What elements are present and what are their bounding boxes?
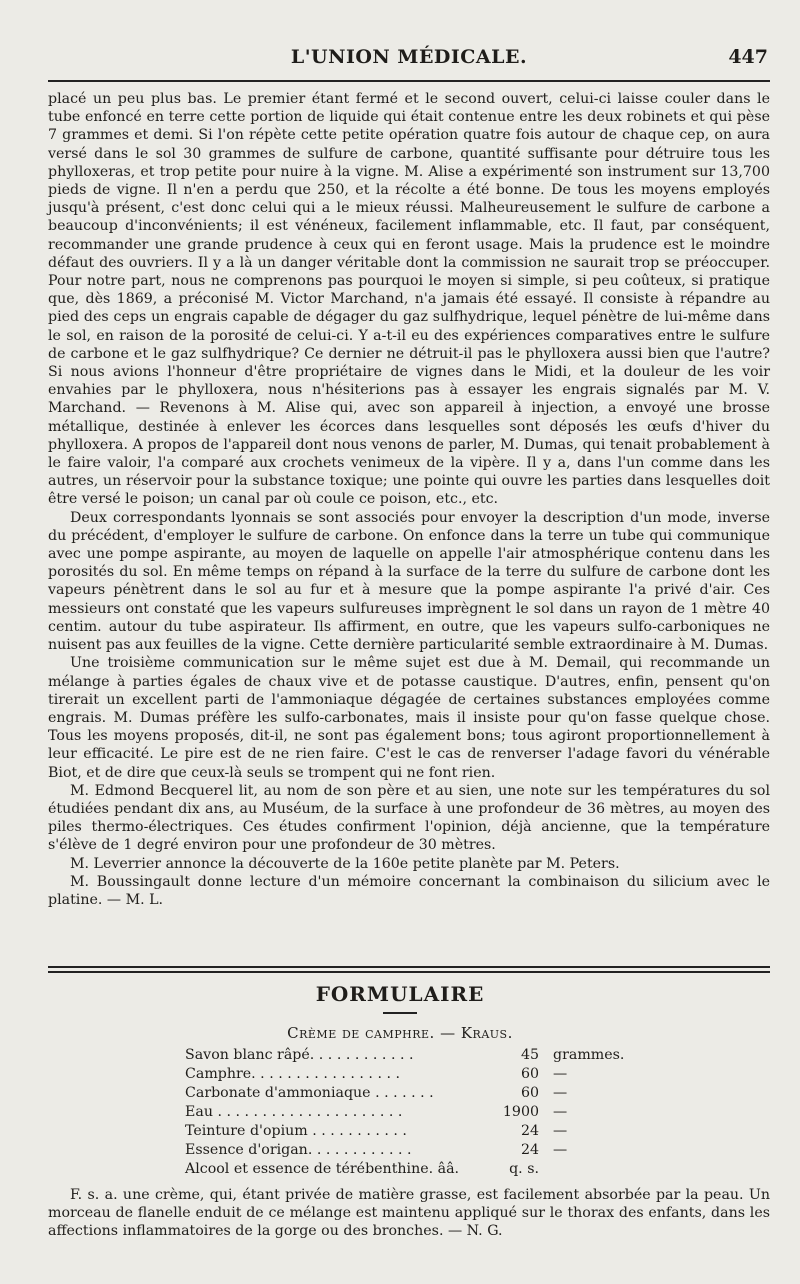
ingredient-row — [185, 1160, 625, 1179]
header-rule — [48, 80, 770, 82]
ingredient-quantity: 45 — [520, 1047, 539, 1063]
ingredient-row — [185, 1046, 625, 1065]
paragraph: placé un peu plus bas. Le premier étant fermé et le second ouvert, celui-ci laisse couler dans le tube enfoncé en terre cette portion de liquide qui était contenue entre les deux robinets et qui pèse 7 grammes et demi. Si l'on répète cette petite opération quatre fois autour de chaque cep, on aura versé dans le sol 30 grammes de sulfure de carbone, quantité suffisante pour détruire tous les phylloxeras, et trop petite pour nuire à la vigne. M. Alise a expérimenté son instrument sur 13,700 pieds de vigne. Il n'en a perdu que 250, et la récolte a été bonne. De tous les moyens employés jusqu'à présent, c'est donc celui qui a le mieux réussi. Malheureusement le sulfure de carbone a beaucoup d'inconvénients; il est vénéneux, facilement inflammable, etc. Il faut, par conséquent, recommander une grande prudence à ceux qui en feront usage. Mais la prudence est le moindre défaut des ouvriers. Il y a là un danger véritable dont la commission ne saurait trop se préoccuper. Pour notre part, nous ne comprenons pas pourquoi le moyen si simple, si peu coûteux, si pratique que, dès 1869, a préconisé M. Victor Marchand, n'a jamais été essayé. Il consiste à répandre au pied des ceps un engrais capable de dégager du gaz sulfhydrique, lequel pénètre de lui-même dans le sol, en raison de la porosité de celui-ci. Y a-t-il eu des expériences comparatives entre le sulfure de carbone et le gaz sulfhydrique? Ce dernier ne détruit-il pas le phylloxera aussi bien que l'autre? Si nous avions l'honneur d'être propriétaire de vignes dans le Midi, et la douleur de les voir envahies par le phylloxera, nous n'hésiterions pas à essayer les engrais signalés par M. V. Marchand. — Revenons à M. Alise qui, avec son appareil à injection, a envoyé une brosse métallique, destinée à enlever les écorces dans lesquelles sont déposés les œufs d'hiver du phylloxera. A propos de l'appareil dont nous venons de parler, M. Dumas, qui tenait probablement à le faire valoir, l'a comparé aux crochets venimeux de la vipère. Il y a, dans l'un comme dans les autres, un réservoir pour la substance toxique; une pointe qui ouvre les parties dans lesquelles doit être versé le poison; un canal par où coule ce poison, etc., etc. — [48, 91, 770, 508]
formulaire-heading: FORMULAIRE — [315, 982, 485, 1006]
ingredient-name: Savon blanc râpé. . . . . . . . . . . . — [185, 1047, 414, 1063]
ingredient-unit: — — [553, 1123, 568, 1139]
ingredient-quantity: 1900 — [502, 1104, 539, 1120]
ingredient-name: Camphre. . . . . . . . . . . . . . . . . — [185, 1066, 400, 1082]
ingredient-quantity: 24 — [520, 1142, 539, 1158]
article-body — [48, 90, 770, 909]
recipe-title: Crème de camphre. — Kraus. — [287, 1024, 513, 1042]
ingredient-name: Teinture d'opium . . . . . . . . . . . — [185, 1123, 407, 1139]
ingredient-name: Alcool et essence de térébenthine. ââ. — [185, 1161, 460, 1177]
journal-title: L'UNION MÉDICALE. — [290, 46, 528, 68]
ingredient-unit: — — [553, 1085, 568, 1101]
ingredient-quantity: 60 — [520, 1066, 539, 1082]
heading-underline — [383, 1012, 417, 1014]
ingredient-row — [185, 1141, 625, 1160]
paragraph: F. s. a. une crème, qui, étant privée de matière grasse, est facilement absorbée par la peau. Un morceau de flanelle enduit de ce mélange est maintenu appliqué sur le thorax des enfants, dans les affections inflammatoires de la gorge ou des bronches. — N. G. — [48, 1187, 770, 1240]
ingredient-row — [185, 1103, 625, 1122]
ingredient-name: Eau . . . . . . . . . . . . . . . . . . . . . — [185, 1104, 403, 1120]
ingredient-list — [185, 1046, 625, 1179]
ingredient-quantity: 60 — [520, 1085, 539, 1101]
ingredient-quantity: 24 — [520, 1123, 539, 1139]
paragraph: M. Edmond Becquerel lit, au nom de son père et au sien, une note sur les températures du sol étudiées pendant dix ans, au Muséum, de la surface à une profondeur de 36 mètres, au moyen des piles thermo-électriques. Ces études confirment l'opinion, déjà ancienne, que la température s'élève de 1 degré environ pour une profondeur de 30 mètres. — [48, 782, 770, 854]
ingredient-row — [185, 1065, 625, 1084]
ingredient-unit: — — [553, 1142, 568, 1158]
paragraph: M. Boussingault donne lecture d'un mémoire concernant la combinaison du silicium avec le platine. — M. L. — [48, 873, 770, 908]
page-header — [48, 44, 770, 80]
ingredient-quantity: q. s. — [509, 1161, 539, 1177]
ingredient-unit: — — [553, 1104, 568, 1120]
ingredient-row — [185, 1122, 625, 1141]
paragraph: Une troisième communication sur le même sujet est due à M. Demail, qui recommande un mélange à parties égales de chaux vive et de potasse caustique. D'autres, enfin, pensent qu'on tirerait un excellent parti de l'ammoniaque dégagée de certaines substances employées comme engrais. M. Dumas préfère les sulfo-carbonates, mais il insiste pour qu'on fasse quelque chose. Tous les moyens proposés, dit-il, ne sont pas également bons; tous agiront proportionnellement à leur efficacité. Le pire est de ne rien faire. C'est le cas de renverser l'adage favori du vénérable Biot, et de dire que ceux-là seuls se trompent qui ne font rien. — [48, 655, 770, 781]
ingredient-row — [185, 1084, 625, 1103]
section-separator — [48, 966, 770, 976]
paragraph: M. Leverrier annonce la découverte de la 160e petite planète par M. Peters. — [70, 855, 620, 872]
ingredient-name: Essence d'origan. . . . . . . . . . . . — [185, 1142, 412, 1158]
recipe-instructions — [48, 1186, 770, 1241]
ingredient-name: Carbonate d'ammoniaque . . . . . . . — [185, 1085, 434, 1101]
paragraph: Deux correspondants lyonnais se sont associés pour envoyer la description d'un mode, inverse du précédent, d'employer le sulfure de carbone. On enfonce dans la terre un tube qui communique avec une pompe aspirante, au moyen de laquelle on appelle l'air atmosphérique contenu dans les porosités du sol. En même temps on répand à la surface de la terre du sulfure de carbone dont les vapeurs pénètrent dans le sol au fur et à mesure que la pompe aspirante l'a privé d'air. Ces messieurs ont constaté que les vapeurs sulfureuses imprègnent le sol dans un rayon de 1 mètre 40 centim. autour du tube aspirateur. Ils affirment, en outre, que les vapeurs sulfo-carboniques ne nuisent pas aux feuilles de la vigne. Cette dernière particularité semble extraordinaire à M. Dumas. — [48, 509, 770, 654]
page-number: 447 — [728, 46, 768, 68]
ingredient-unit: grammes. — [553, 1047, 625, 1063]
ingredient-unit: — — [553, 1066, 568, 1082]
